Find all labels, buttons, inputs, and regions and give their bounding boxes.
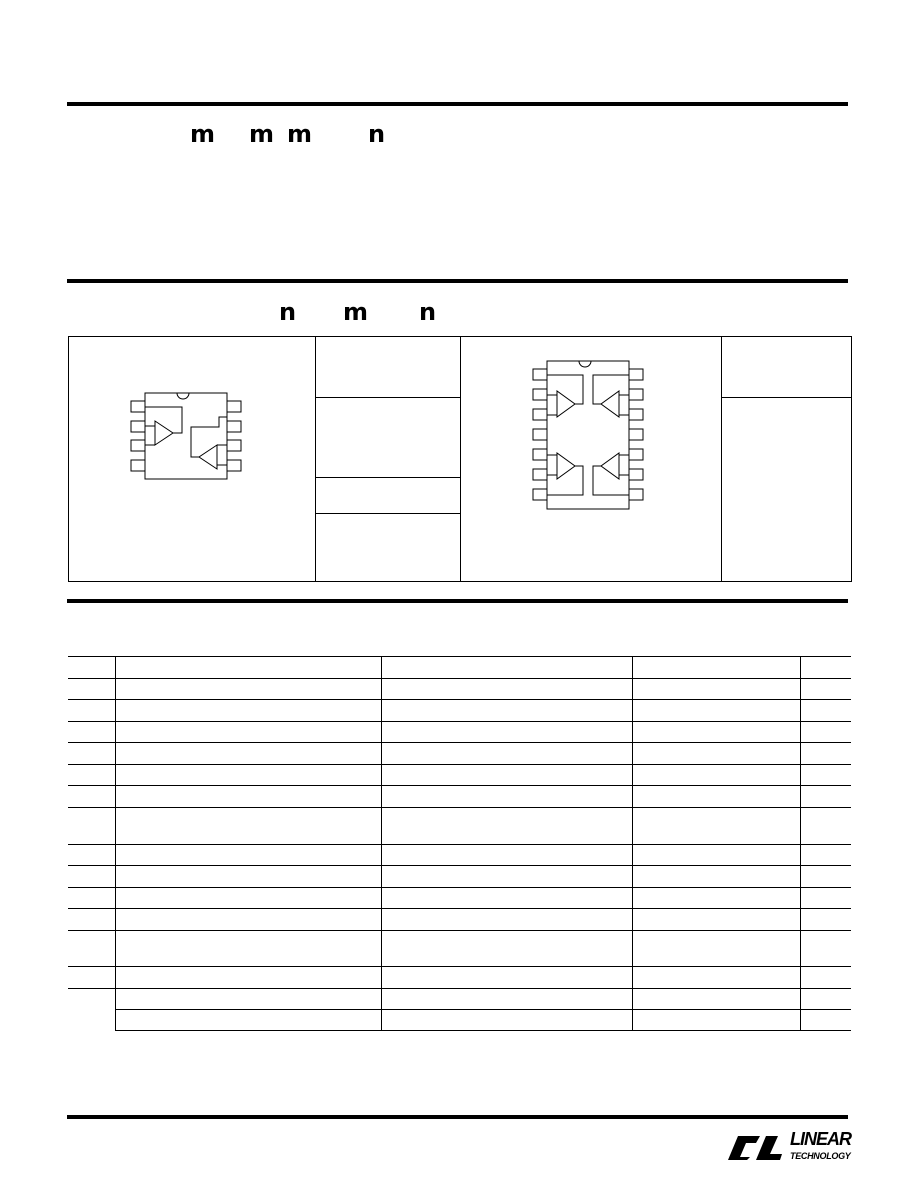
table-row xyxy=(68,808,851,845)
table-row xyxy=(68,700,851,722)
package-divider-3 xyxy=(721,337,722,581)
order-cell-line-3 xyxy=(315,513,460,514)
section-glyph-1: m xyxy=(190,120,216,148)
section-glyph-7: n xyxy=(419,298,437,326)
package-box xyxy=(68,336,852,582)
section-glyph-5: n xyxy=(279,298,297,326)
table-row xyxy=(68,743,851,765)
footer-rule xyxy=(67,1115,848,1119)
table-row xyxy=(68,931,851,967)
table-row xyxy=(68,1010,851,1031)
quad-opamp-package-diagram xyxy=(529,357,649,517)
table-row xyxy=(68,765,851,786)
section-rule-package xyxy=(67,279,848,283)
table-row xyxy=(68,722,851,743)
package-divider-2 xyxy=(460,337,461,581)
order-cell-line-4 xyxy=(721,397,851,398)
table-row xyxy=(68,657,851,679)
package-divider-1 xyxy=(315,337,316,581)
logo-wordmark: LINEAR xyxy=(790,1129,851,1149)
section-glyph-4: n xyxy=(368,120,386,148)
logo-subword: TECHNOLOGY xyxy=(790,1151,851,1161)
table-row xyxy=(68,679,851,700)
table-row xyxy=(68,866,851,888)
section-glyph-6: m xyxy=(343,298,369,326)
table-row xyxy=(68,888,851,909)
table-row xyxy=(68,909,851,931)
order-cell-line-1 xyxy=(315,397,460,398)
order-cell-line-2 xyxy=(315,477,460,478)
section-glyph-3: m xyxy=(287,120,313,148)
table-row xyxy=(68,786,851,808)
section-glyph-2: m xyxy=(249,120,275,148)
table-row xyxy=(68,967,851,989)
table-row xyxy=(68,845,851,866)
dual-opamp-package-diagram xyxy=(127,387,247,487)
electrical-characteristics-table xyxy=(68,656,851,1031)
section-rule-electrical xyxy=(67,599,848,603)
section-rule-top xyxy=(67,102,848,106)
table-row xyxy=(68,989,851,1010)
